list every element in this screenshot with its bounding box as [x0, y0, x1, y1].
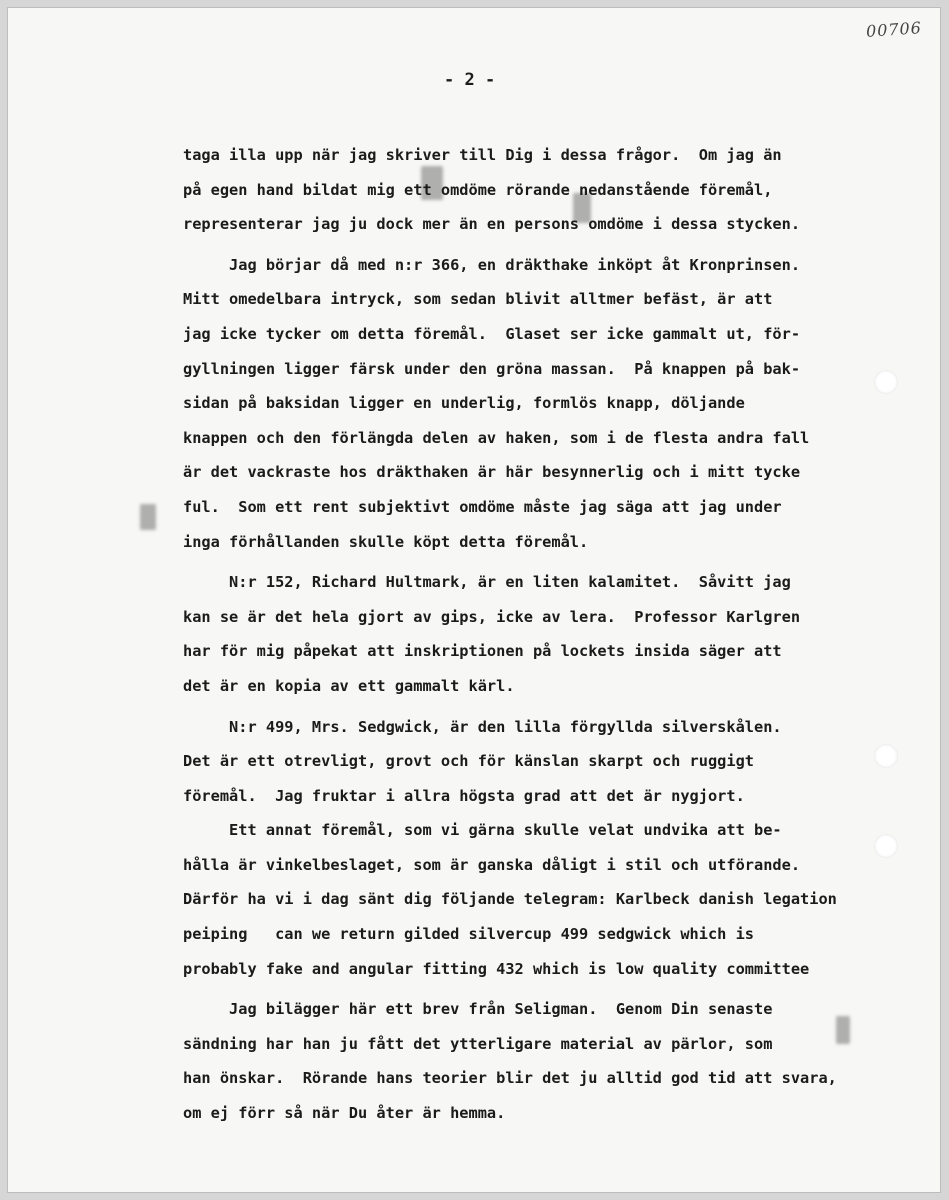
text-line: har för mig påpekat att inskriptionen på lockets insida säger att [183, 642, 782, 661]
text-line: representerar jag ju dock mer än en persons omdöme i dessa stycken. [183, 215, 801, 234]
text-line: är det vackraste hos dräkthaken är här besynnerlig och i mitt tycke [183, 463, 801, 482]
text-line: probably fake and angular fitting 432 which is low quality committee [183, 959, 810, 978]
text-line: kan se är det hela gjort av gips, icke av lera. Professor Karlgren [183, 607, 801, 626]
text-line: Därför ha vi i dag sänt dig följande telegram: Karlbeck danish legation [183, 890, 837, 909]
text-line: föremål. Jag fruktar i allra högsta grad att det är nygjort. [183, 786, 745, 805]
text-line: jag icke tycker om detta föremål. Glaset ser icke gammalt ut, för- [183, 324, 801, 343]
text-line: Jag bilägger här ett brev från Seligman. Genom Din senaste [183, 1000, 773, 1019]
text-line: Ett annat föremål, som vi gärna skulle velat undvika att be- [183, 821, 782, 840]
text-line: sidan på baksidan ligger en underlig, formlös knapp, döljande [183, 394, 745, 413]
text-line: N:r 499, Mrs. Sedgwick, är den lilla förgyllda silverskålen. [183, 717, 782, 736]
text-line: N:r 152, Richard Hultmark, är en liten kalamitet. Såvitt jag [183, 573, 791, 592]
text-line: gyllningen ligger färsk under den gröna massan. På knappen på bak- [183, 359, 801, 378]
text-line: ful. Som ett rent subjektivt omdöme måste jag säga att jag under [183, 497, 782, 516]
paragraph [183, 710, 940, 987]
paragraph [183, 992, 940, 1130]
text-line: om ej förr så när Du åter är hemma. [183, 1104, 506, 1123]
page-number: - 2 - [444, 70, 496, 90]
text-line: peiping can we return gilded silvercup 499 sedgwick which is [183, 925, 754, 944]
text-line: taga illa upp när jag skriver till Dig i dessa frågor. Om jag än [183, 146, 782, 164]
paragraph [183, 138, 940, 242]
text-line: Det är ett otrevligt, grovt och för känslan skarpt och ruggigt [183, 752, 754, 771]
paragraph [183, 248, 940, 559]
text-line: hålla är vinkelbeslaget, som är ganska dåligt i stil och utförande. [183, 855, 801, 874]
letter-body [183, 138, 940, 1131]
archive-number: 00706 [865, 18, 923, 41]
text-line: inga förhållanden skulle köpt detta föremål. [183, 532, 589, 551]
text-line: på egen hand bildat mig ett omdöme rörande nedanstående föremål, [183, 180, 773, 199]
text-line: Mitt omedelbara intryck, som sedan blivit alltmer befäst, är att [183, 290, 773, 309]
paragraph [183, 565, 940, 703]
ink-smudge [140, 504, 156, 530]
letter-page [8, 8, 940, 1192]
text-line: han önskar. Rörande hans teorier blir det ju alltid god tid att svara, [183, 1069, 837, 1088]
text-line: sändning har han ju fått det ytterligare material av pärlor, som [183, 1034, 773, 1053]
text-line: knappen och den förlängda delen av haken, som i de flesta andra fall [183, 428, 810, 447]
text-line: Jag börjar då med n:r 366, en dräkthake inköpt åt Kronprinsen. [183, 255, 801, 274]
text-line: det är en kopia av ett gammalt kärl. [183, 676, 515, 695]
